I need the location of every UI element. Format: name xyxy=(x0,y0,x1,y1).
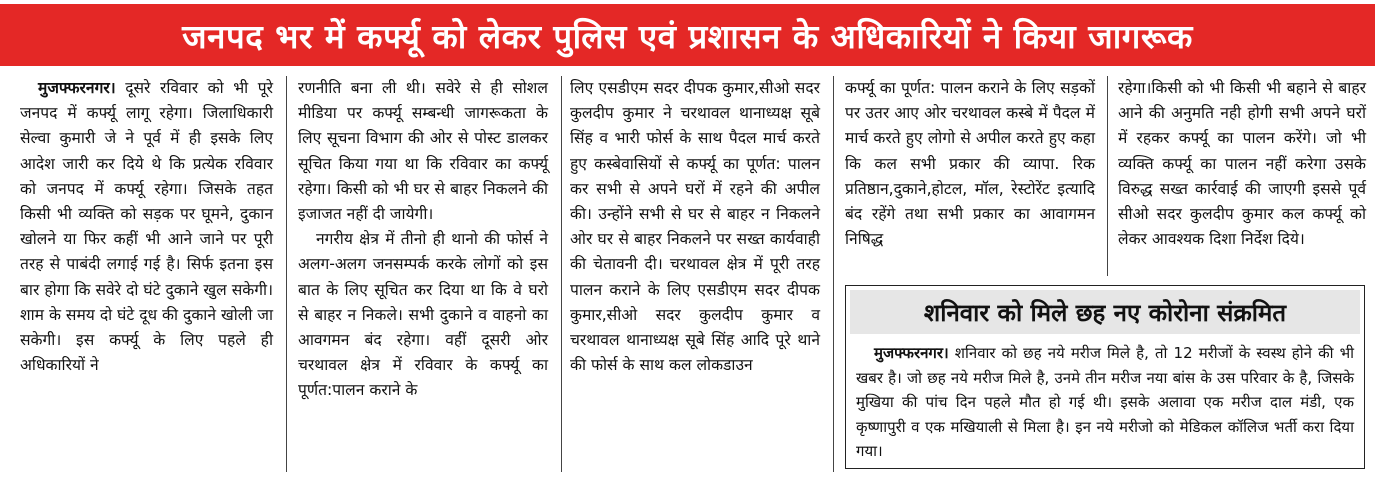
paragraph: लिए एसडीएम सदर दीपक कुमार,सीओ सदर कुलदीप कुमार ने चरथावल थानाध्यक्ष सूबे सिंह व भारी फोर्स के साथ पैदल मार्च करते हुए कस्बेवासियों से कर्फ्यू का पूर्णत: पालन कर सभी से अपने घरों में रहने की अपील की। उन्होंने सभी से घर से बाहर न निकलने ओर घर से बाहर निकलने पर सख्त कार्यवाही की चेतावनी दी। चरथावल क्षेत्र में पूरी तरह पालन कराने के लिए एसडीएम सदर दीपक कुमार,सीओ सदर कुलदीप कुमार व चरथावल थानाध्यक्ष सूबे सिंह आदि पूरे थाने की फोर्स के साथ कल लोकडाउन xyxy=(570,79,820,375)
paragraph: रणनीति बना ली थी। सवेरे से ही सोशल मीडिया पर कर्फ्यू सम्बन्धी जागरूकता के लिए सूचना विभाग की ओर से पोस्ट डालकर सूचित किया गया था कि रविवार का कर्फ्यू रहेगा। किसी को भी घर से बाहर निकलने की इजाजत नहीं दी जायेगी। xyxy=(298,79,548,224)
paragraph: कर्फ्यू का पूर्णत: पालन कराने के लिए सड़कों पर उतर आए ओर चरथावल कस्बे में पैदल में मार्च करते हुए लोगो से अपील करते हुए कहा कि कल सभी प्रकार की व्यापा. रिक प्रतिष्ठान,दुकाने,होटल, मॉल, रेस्टोरेंट इत्यादि बंद रहेंगे तथा सभी प्रकार का आवागमन निषिद्ध xyxy=(845,79,1095,249)
box-headline: शनिवार को मिले छह नए कोरोना संक्रमित xyxy=(923,298,1287,327)
paragraph xyxy=(20,76,273,378)
headline-banner xyxy=(0,4,1375,66)
box-headline-bar xyxy=(850,290,1360,334)
article-column-2 xyxy=(298,76,548,404)
column-divider xyxy=(833,76,834,472)
column-divider xyxy=(1107,76,1108,276)
column-divider xyxy=(286,76,287,472)
news-box xyxy=(845,285,1365,469)
box-paragraph-text: शनिवार को छह नये मरीज मिले है, तो 12 मरीजों के स्वस्थ होने की भी खबर है। जो छह नये मरीज मिले है, उनमे तीन मरीज नया बांस के उस परिवार के है, जिसके मुखिया की पांच दिन पहले मौत हो गई थी। इसके अलावा एक मरीज दाल मंडी, एक कृष्णापुरी व एक मखियाली से मिला है। इन नये मरीजो को मेडिकल कॉलिज भर्ती करा दिया गया। xyxy=(856,344,1354,460)
paragraph: रहेगा।किसी को भी किसी भी बहाने से बाहर आने की अनुमति नही होगी सभी अपने घरों में रहकर कर्फ्यू का पालन करेंगे। जो भी व्यक्ति कर्फ्यू का पालन नहीं करेगा उसके विरुद्ध सख्त कार्रवाई की जाएगी इससे पूर्व सीओ सदर कुलदीप कुमार कल कर्फ्यू को लेकर आवश्यक दिशा निर्देश दिये। xyxy=(1118,79,1366,249)
paragraph-text: दूसरे रविवार को भी पूरे जनपद में कर्फ्यू लागू रहेगा। जिलाधिकारी सेल्वा कुमारी जे ने पूर्व में ही इसके लिए आदेश जारी कर दिये थे कि प्रत्येक रविवार को जनपद में कर्फ्यू रहेगा। जिसके तहत किसी भी व्यक्ति को सड़क पर घूमने, दुकान खोलने या फिर कहीं भी आने जाने पर पूरी तरह से पाबंदी लगाई गई है। सिर्फ इतना इस बार होगा कि सवेरे दो घंटे दुकाने खुल सकेगी। शाम के समय दो घंटे दूध की दुकाने खोली जा सकेगी। इस कर्फ्यू के लिए पहले ही अधिकारियों ने xyxy=(20,79,273,375)
article-column-5 xyxy=(1118,76,1366,252)
dateline: मुजफ्फरनगर। xyxy=(38,79,116,97)
box-paragraph xyxy=(856,341,1354,464)
article-column-3 xyxy=(570,76,820,378)
column-divider xyxy=(561,76,562,472)
article-column-4 xyxy=(845,76,1095,252)
box-dateline: मुजफ्फरनगर। xyxy=(874,344,949,362)
box-body xyxy=(846,338,1364,464)
main-headline: जनपद भर में कर्फ्यू को लेकर पुलिस एवं प्रशासन के अधिकारियों ने किया जागरूक xyxy=(182,16,1193,56)
paragraph: नगरीय क्षेत्र में तीनो ही थानो की फोर्स ने अलग-अलग जनसम्पर्क करके लोगों को इस बात के लिए सूचित कर दिया था कि वे घरो से बाहर न निकले। सभी दुकाने व वाहनो का आवगमन बंद रहेगा। वहीं दूसरी ओर चरथावल क्षेत्र में रविवार के कर्फ्यू का पूर्णत:पालन कराने के xyxy=(298,230,548,400)
article-column-1 xyxy=(20,76,273,378)
